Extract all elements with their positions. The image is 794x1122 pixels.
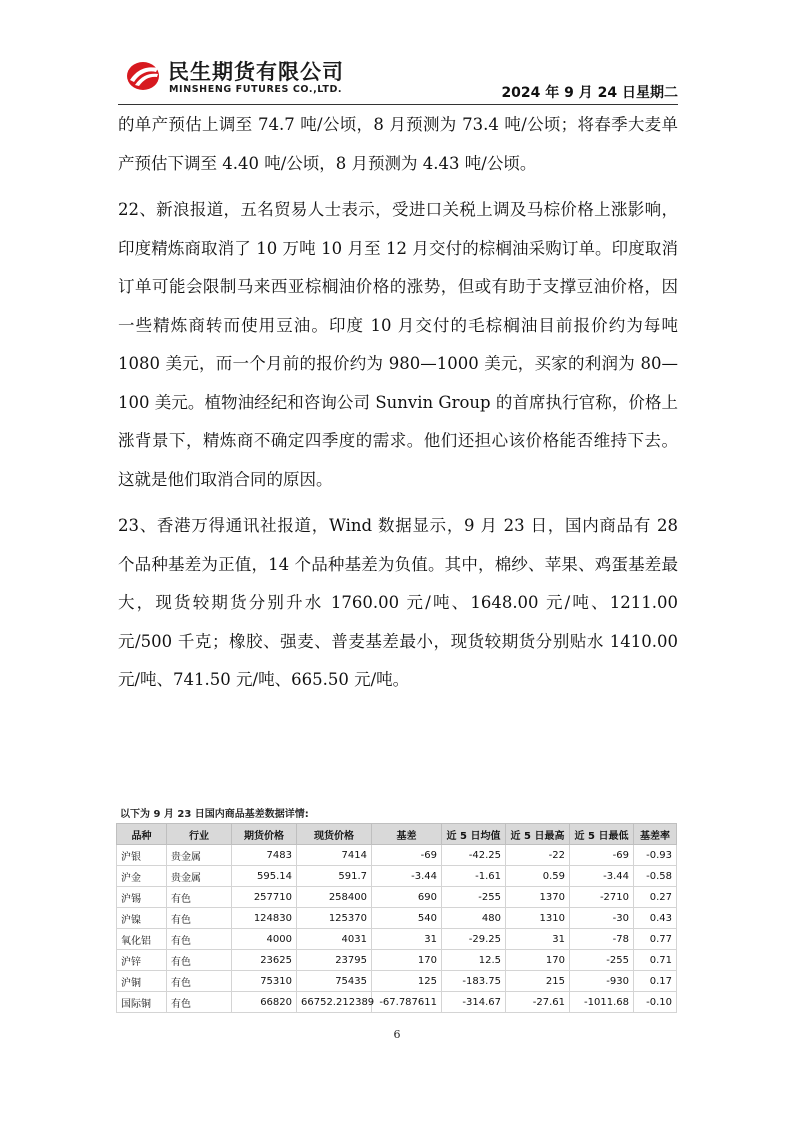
table-cell: 有色 xyxy=(167,992,232,1013)
table-cell: -69 xyxy=(372,845,442,866)
table-cell: -67.787611 xyxy=(372,992,442,1013)
paragraph-item-23: 23、香港万得通讯社报道，Wind 数据显示，9 月 23 日，国内商品有 28 个品种基差为正值，14 个品种基差为负值。其中，棉纱、苹果、鸡蛋基差最大，现货较期货分别升水 1760.00 元/吨、1648.00 元/吨、1211.00 元/500 千克；橡胶、强麦、普麦基差最小，现货较期货分别贴水 1410.00 元/吨、741.50 元/吨、665.50 元/吨。 xyxy=(118,516,678,689)
table-cell: 4031 xyxy=(297,929,372,950)
table-cell: 591.7 xyxy=(297,866,372,887)
table-cell: 氧化铝 xyxy=(117,929,167,950)
company-name-en: MINSHENG FUTURES CO.,LTD. xyxy=(169,84,343,95)
table-cell: -183.75 xyxy=(442,971,506,992)
minsheng-logo-icon xyxy=(126,58,160,92)
table-cell: -22 xyxy=(506,845,570,866)
table-cell: 0.59 xyxy=(506,866,570,887)
table-cell: 31 xyxy=(506,929,570,950)
table-cell: -255 xyxy=(570,950,634,971)
table-cell: 125370 xyxy=(297,908,372,929)
table-cell: 75435 xyxy=(297,971,372,992)
table-cell: 0.71 xyxy=(634,950,677,971)
table-cell: -3.44 xyxy=(372,866,442,887)
table-cell: 有色 xyxy=(167,950,232,971)
table-cell: 258400 xyxy=(297,887,372,908)
table-cell: -78 xyxy=(570,929,634,950)
table-cell: 国际铜 xyxy=(117,992,167,1013)
table-cell: 有色 xyxy=(167,929,232,950)
basis-data-table xyxy=(116,823,677,1013)
table-cell: 75310 xyxy=(232,971,297,992)
table-cell: 257710 xyxy=(232,887,297,908)
table-cell: -3.44 xyxy=(570,866,634,887)
header-divider xyxy=(118,104,678,105)
table-cell: 贵金属 xyxy=(167,866,232,887)
table-cell: 66752.212389 xyxy=(297,992,372,1013)
column-header: 基差 xyxy=(372,824,442,845)
table-title: 以下为 9 月 23 日国内商品基差数据详情: xyxy=(120,809,309,820)
table-cell: -2710 xyxy=(570,887,634,908)
table-row xyxy=(117,866,677,887)
table-row xyxy=(117,950,677,971)
table-cell: 有色 xyxy=(167,908,232,929)
column-header: 近 5 日均值 xyxy=(442,824,506,845)
column-header: 品种 xyxy=(117,824,167,845)
table-cell: 66820 xyxy=(232,992,297,1013)
column-header: 期货价格 xyxy=(232,824,297,845)
table-cell: -930 xyxy=(570,971,634,992)
table-cell: 0.77 xyxy=(634,929,677,950)
table-row xyxy=(117,992,677,1013)
table-cell: 12.5 xyxy=(442,950,506,971)
table-cell: 170 xyxy=(506,950,570,971)
table-cell: -0.10 xyxy=(634,992,677,1013)
table-cell: 4000 xyxy=(232,929,297,950)
paragraph-item-22: 22、新浪报道，五名贸易人士表示，受进口关税上调及马棕价格上涨影响，印度精炼商取消了 10 万吨 10 月至 12 月交付的棕榈油采购订单。印度取消订单可能会限制马来西亚棕榈油价格的涨势，但或有助于支撑豆油价格，因一些精炼商转而使用豆油。印度 10 月交付的毛棕榈油目前报价约为每吨 1080 美元，而一个月前的报价约为 980—1000 美元，买家的利润为 80—100 美元。植物油经纪和咨询公司 Sunvin Group 的首席执行官称，价格上涨背景下，精炼商不确定四季度的需求。他们还担心该价格能否维持下去。这就是他们取消合同的原因。 xyxy=(118,200,678,489)
table-cell: 沪镍 xyxy=(117,908,167,929)
column-header: 行业 xyxy=(167,824,232,845)
table-cell: 沪银 xyxy=(117,845,167,866)
table-cell: 595.14 xyxy=(232,866,297,887)
table-cell: 贵金属 xyxy=(167,845,232,866)
report-date: 2024 年 9 月 24 日星期二 xyxy=(501,85,678,101)
paragraph-barley-yield: 的单产预估上调至 74.7 吨/公顷，8 月预测为 73.4 吨/公顷；将春季大麦单产预估下调至 4.40 吨/公顷，8 月预测为 4.43 吨/公顷。 xyxy=(118,115,678,173)
report-body xyxy=(118,106,678,708)
table-row xyxy=(117,908,677,929)
table-cell: 1310 xyxy=(506,908,570,929)
table-cell: -42.25 xyxy=(442,845,506,866)
table-cell: 0.27 xyxy=(634,887,677,908)
table-cell: 170 xyxy=(372,950,442,971)
table-row xyxy=(117,971,677,992)
table-header-row xyxy=(117,824,677,845)
table-cell: 7483 xyxy=(232,845,297,866)
table-cell: -314.67 xyxy=(442,992,506,1013)
table-cell: 540 xyxy=(372,908,442,929)
company-name-cn: 民生期货有限公司 xyxy=(168,60,344,84)
table-cell: 沪锌 xyxy=(117,950,167,971)
table-cell: 23795 xyxy=(297,950,372,971)
table-cell: 480 xyxy=(442,908,506,929)
column-header: 基差率 xyxy=(634,824,677,845)
table-cell: -69 xyxy=(570,845,634,866)
table-cell: 沪锡 xyxy=(117,887,167,908)
company-logo xyxy=(118,56,418,100)
table-cell: 1370 xyxy=(506,887,570,908)
table-cell: 0.17 xyxy=(634,971,677,992)
table-cell: -30 xyxy=(570,908,634,929)
table-row xyxy=(117,929,677,950)
table-row xyxy=(117,887,677,908)
table-cell: 124830 xyxy=(232,908,297,929)
table-cell: -1.61 xyxy=(442,866,506,887)
table-cell: 215 xyxy=(506,971,570,992)
table-cell: -29.25 xyxy=(442,929,506,950)
table-cell: 有色 xyxy=(167,971,232,992)
column-header: 近 5 日最高 xyxy=(506,824,570,845)
column-header: 现货价格 xyxy=(297,824,372,845)
table-cell: 有色 xyxy=(167,887,232,908)
table-cell: 690 xyxy=(372,887,442,908)
table-cell: -1011.68 xyxy=(570,992,634,1013)
column-header: 近 5 日最低 xyxy=(570,824,634,845)
table-cell: -0.93 xyxy=(634,845,677,866)
table-cell: -27.61 xyxy=(506,992,570,1013)
table-row xyxy=(117,845,677,866)
table-cell: -0.58 xyxy=(634,866,677,887)
table-cell: 沪金 xyxy=(117,866,167,887)
page-number: 6 xyxy=(393,1028,401,1041)
table-cell: 沪铜 xyxy=(117,971,167,992)
table-cell: -255 xyxy=(442,887,506,908)
page-header xyxy=(118,52,678,104)
table-cell: 7414 xyxy=(297,845,372,866)
table-cell: 125 xyxy=(372,971,442,992)
table-cell: 23625 xyxy=(232,950,297,971)
table-cell: 31 xyxy=(372,929,442,950)
table-cell: 0.43 xyxy=(634,908,677,929)
